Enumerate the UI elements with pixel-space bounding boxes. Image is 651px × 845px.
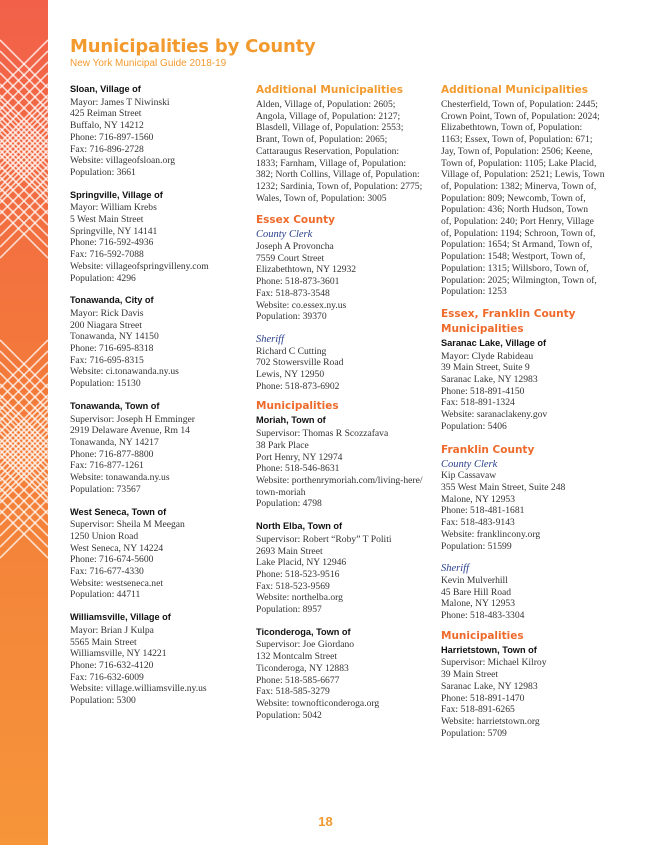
text-line: Phone: 518-585-6677 [256, 674, 340, 686]
text-line: Population: 4296 [70, 272, 136, 284]
text-line: Mayor: Clyde Rabideau [441, 350, 534, 362]
text-line: Fax: 716-877-1261 [70, 460, 144, 472]
municipality-name: Saranac Lake, Village of [441, 337, 547, 348]
text-line: Angola, Village of, Population: 2127; [256, 110, 401, 122]
text-line: Website: villageofsloan.org [70, 155, 176, 167]
text-line: Phone: 518-891-4150 [441, 385, 525, 397]
text-line: 5565 Main Street [70, 636, 137, 648]
text-line: Mayor: Rick Davis [70, 307, 144, 319]
sheriff-details [441, 575, 621, 622]
sheriff-block [256, 334, 436, 393]
text-line: Website: porthenrymoriah.com/living-here/ [256, 474, 423, 486]
municipality-entry [256, 521, 436, 616]
sheriff-details [256, 346, 436, 393]
text-line: 39 Main Street [441, 669, 499, 681]
text-line: Supervisor: Joseph H Emminger [70, 413, 195, 425]
additional-municipalities-list [256, 99, 436, 204]
text-line: Population: 3661 [70, 166, 136, 178]
text-line: Port Henry, NY 12974 [256, 451, 343, 463]
county-clerk-details [441, 470, 621, 552]
text-line: 2919 Delaware Avenue, Rm 14 [70, 425, 190, 437]
municipality-name: Harrietstown, Town of [441, 644, 537, 655]
text-line: Phone: 716-674-5600 [70, 554, 154, 566]
text-line: Kip Cassavaw [441, 470, 497, 482]
text-line: Population: 1315; Willsboro, Town of, [441, 262, 589, 274]
municipalities-heading: Municipalities [441, 629, 524, 642]
text-line: Springville, NY 14141 [70, 225, 158, 237]
text-line: 355 West Main Street, Suite 248 [441, 481, 566, 493]
text-line: Fax: 518-873-3548 [256, 287, 330, 299]
text-line: Supervisor: Joe Giordano [256, 639, 355, 651]
text-line: Phone: 716-632-4120 [70, 659, 154, 671]
text-line: Saranac Lake, NY 12983 [441, 374, 538, 386]
text-line: Malone, NY 12953 [441, 493, 515, 505]
text-line: Alden, Village of, Population: 2605; [256, 99, 396, 110]
text-line: Fax: 518-523-9569 [256, 580, 330, 592]
text-line: Wales, Town of, Population: 3005 [256, 192, 387, 204]
text-line: 425 Reiman Street [70, 108, 142, 120]
text-line: Kevin Mulverhill [441, 574, 508, 586]
text-line: Population: 5709 [441, 727, 507, 739]
text-line: Village of, Population: 2521; Lewis, Town [441, 169, 605, 181]
municipality-name: Williamsville, Village of [70, 612, 171, 623]
text-line: Website: northelba.org [256, 592, 343, 604]
text-line: Saranac Lake, NY 12983 [441, 680, 538, 692]
column-3 [441, 84, 621, 750]
text-line: Population: 2025; Wilmington, Town of, [441, 274, 597, 286]
text-line: Population: 5406 [441, 420, 507, 432]
text-line: Website: ci.tonawanda.ny.us [70, 366, 179, 378]
municipality-entry [70, 612, 250, 707]
municipality-entry [70, 507, 250, 602]
county-heading: Franklin County [441, 443, 535, 456]
text-line: Lewis, NY 12950 [256, 369, 325, 381]
text-line: Fax: 716-896-2728 [70, 143, 144, 155]
text-line: Website: westseneca.net [70, 577, 163, 589]
text-line: Population: 5042 [256, 709, 322, 721]
municipality-entry [441, 645, 621, 740]
text-line: Supervisor: Robert “Roby” T Politi [256, 533, 392, 545]
column-1 [70, 84, 250, 718]
text-line: Supervisor: Sheila M Meegan [70, 519, 185, 531]
municipality-entry [70, 401, 250, 496]
text-line: Population: 809; Newcomb, Town of, [441, 192, 586, 204]
county-clerk-label: County Clerk [256, 229, 313, 241]
text-line: Website: villageofspringvilleny.com [70, 260, 209, 272]
municipality-name: Tonawanda, Town of [70, 400, 160, 411]
text-line: of, Population: 240; Port Henry, Village [441, 216, 594, 228]
text-line: Fax: 518-483-9143 [441, 517, 515, 529]
text-line: Chesterfield, Town of, Population: 2445; [441, 99, 598, 110]
page-header [70, 36, 316, 69]
text-line: Phone: 716-592-4936 [70, 237, 154, 249]
municipality-name: Tonawanda, City of [70, 295, 154, 306]
text-line: 45 Bare Hill Road [441, 586, 512, 598]
text-line: Phone: 716-877-8800 [70, 448, 154, 460]
county-heading: Essex County [256, 214, 335, 227]
municipality-name: Springville, Village of [70, 189, 163, 200]
text-line: Blasdell, Village of, Population: 2553; [256, 122, 404, 134]
municipality-name: Moriah, Town of [256, 415, 326, 426]
text-line: Phone: 518-523-9516 [256, 568, 340, 580]
county-heading: Essex, Franklin County [441, 307, 576, 320]
text-line: Fax: 518-891-1324 [441, 397, 515, 409]
text-line: Fax: 716-632-6009 [70, 671, 144, 683]
text-line: Fax: 716-592-7088 [70, 249, 144, 261]
text-line: 5 West Main Street [70, 214, 144, 226]
county-clerk-block [256, 229, 436, 323]
text-line: Fax: 716-677-4330 [70, 566, 144, 578]
text-line: Lake Placid, NY 12946 [256, 557, 347, 569]
text-line: Population: 44711 [70, 589, 141, 601]
section-heading: Additional Municipalities [441, 84, 589, 96]
text-line: Fax: 518-585-3279 [256, 686, 330, 698]
text-line: Mayor: Brian J Kulpa [70, 624, 154, 636]
text-line: Population: 4798 [256, 498, 322, 510]
text-line: 39 Main Street, Suite 9 [441, 362, 530, 374]
text-line: Population: 39370 [256, 311, 327, 323]
text-line: 132 Montcalm Street [256, 651, 337, 663]
text-line: Population: 5300 [70, 695, 136, 707]
municipality-name: West Seneca, Town of [70, 506, 167, 517]
text-line: Fax: 716-695-8315 [70, 354, 144, 366]
sheriff-block [441, 563, 621, 622]
municipality-list [256, 415, 436, 721]
text-line: of, Population: 1194; Schroon, Town of, [441, 227, 596, 239]
text-line: Phone: 518-873-6902 [256, 380, 340, 392]
text-line: town-moriah [256, 486, 306, 498]
text-line: Website: franklincony.org [441, 528, 541, 540]
lattice-pattern [0, 0, 48, 845]
municipality-entry [441, 338, 621, 433]
text-line: Phone: 518-481-1681 [441, 505, 525, 517]
text-line: Website: harrietstown.org [441, 715, 540, 727]
column-2 [256, 84, 436, 732]
text-line: Mayor: William Krebs [70, 202, 157, 214]
text-line: Brant, Town of, Population: 2065; [256, 134, 388, 146]
text-line: 1833; Farnham, Village of, Population: [256, 157, 407, 169]
text-line: Population: 1548; Westport, Town of, [441, 251, 586, 263]
sheriff-label: Sheriff [256, 333, 284, 345]
text-line: 1232; Sardinia, Town of, Population: 2775; [256, 180, 423, 192]
text-line: Phone: 518-546-8631 [256, 463, 340, 475]
text-line: Ticonderoga, NY 12883 [256, 662, 349, 674]
text-line: Website: tonawanda.ny.us [70, 472, 170, 484]
text-line: 382; North Collins, Village of, Population: [256, 169, 420, 181]
text-line: 200 Niagara Street [70, 319, 142, 331]
text-line: Website: village.williamsville.ny.us [70, 683, 207, 695]
text-line: Phone: 716-695-8318 [70, 343, 154, 355]
sheriff-label: Sheriff [441, 563, 469, 575]
section-heading: Additional Municipalities [256, 84, 404, 96]
municipalities-heading: Municipalities [256, 400, 339, 413]
text-line: 702 Stowersville Road [256, 357, 344, 369]
text-line: Phone: 518-873-3601 [256, 276, 340, 288]
additional-municipalities-list [441, 99, 621, 298]
municipalities-heading: Municipalities [441, 322, 524, 335]
text-line: Williamsville, NY 14221 [70, 648, 167, 660]
text-line: Tonawanda, NY 14217 [70, 436, 159, 448]
text-line: Fax: 518-891-6265 [441, 704, 515, 716]
text-line: Joseph A Provoncha [256, 241, 334, 253]
text-line: Phone: 518-891-1470 [441, 692, 525, 704]
text-line: Population: 8957 [256, 604, 322, 616]
text-line: Mayor: James T Niwinski [70, 96, 170, 108]
text-line: 2693 Main Street [256, 545, 323, 557]
text-line: Population: 1253 [441, 286, 507, 298]
text-line: 38 Park Place [256, 439, 309, 451]
municipality-name: North Elba, Town of [256, 521, 343, 532]
text-line: Population: 1654; St Armand, Town of, [441, 239, 593, 251]
municipality-entry [70, 84, 250, 179]
text-line: Richard C Cutting [256, 345, 327, 357]
text-line: Elizabethtown, Town of, Population: [441, 122, 583, 134]
municipality-entry [70, 190, 250, 285]
text-line: Phone: 716-897-1560 [70, 131, 154, 143]
municipality-name: Sloan, Village of [70, 84, 141, 94]
municipality-list [441, 338, 621, 433]
text-line: Website: townofticonderoga.org [256, 697, 380, 709]
text-line: Cattaraugus Reservation, Population: [256, 145, 400, 157]
text-line: Elizabethtown, NY 12932 [256, 264, 357, 276]
text-line: Crown Point, Town of, Population: 2024; [441, 110, 600, 122]
page-subtitle: New York Municipal Guide 2018-19 [70, 58, 227, 69]
municipality-entry [70, 295, 250, 390]
municipality-list [441, 645, 621, 740]
decorative-sidebar [0, 0, 48, 845]
text-line: 1163; Essex, Town of, Population: 671; [441, 134, 593, 146]
text-line: 1250 Union Road [70, 530, 139, 542]
text-line: Population: 51599 [441, 540, 512, 552]
text-line: Tonawanda, NY 14150 [70, 331, 159, 343]
municipality-name: Ticonderoga, Town of [256, 626, 351, 637]
page-title: Municipalities by County [70, 36, 316, 57]
text-line: Buffalo, NY 14212 [70, 120, 144, 132]
county-clerk-details [256, 241, 436, 323]
text-line: Population: 73567 [70, 483, 141, 495]
page-number: 18 [318, 814, 333, 829]
text-line: 7559 Court Street [256, 252, 325, 264]
text-line: Population: 436; North Hudson, Town [441, 204, 589, 216]
text-line: Website: co.essex.ny.us [256, 299, 347, 311]
text-line: Population: 15130 [70, 378, 141, 390]
text-line: Supervisor: Thomas R Scozzafava [256, 428, 389, 440]
text-line: Jay, Town of, Population: 2506; Keene, [441, 145, 593, 157]
municipality-entry [256, 415, 436, 510]
text-line: Supervisor: Michael Kilroy [441, 657, 547, 669]
text-line: of, Population: 1382; Minerva, Town of, [441, 180, 597, 192]
county-clerk-block [441, 459, 621, 553]
text-line: West Seneca, NY 14224 [70, 542, 164, 554]
county-clerk-label: County Clerk [441, 458, 498, 470]
municipality-entry [256, 627, 436, 722]
text-line: Website: saranaclakeny.gov [441, 409, 548, 421]
text-line: Phone: 518-483-3304 [441, 610, 525, 622]
text-line: Town of, Population: 1105; Lake Placid, [441, 157, 597, 169]
text-line: Malone, NY 12953 [441, 598, 515, 610]
